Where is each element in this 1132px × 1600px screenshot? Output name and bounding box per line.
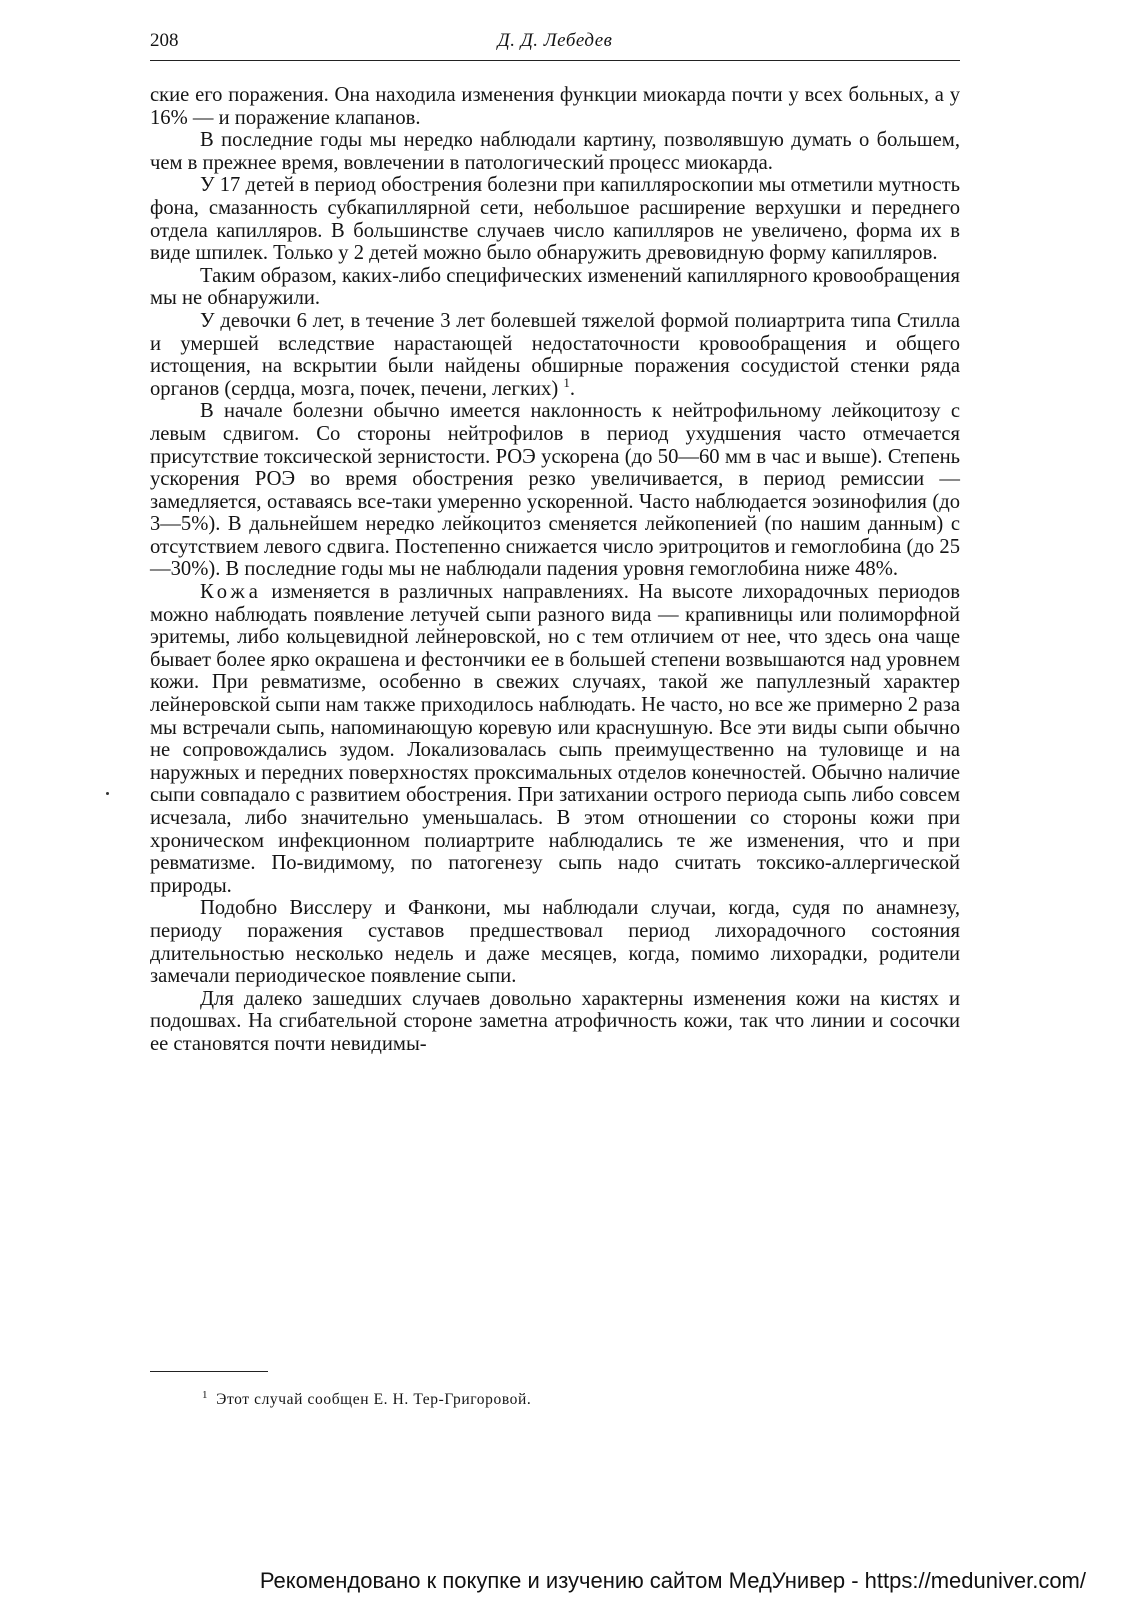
paragraph-5-text: У девочки 6 лет, в течение 3 лет болевшей тяжелой формой полиартрита типа Стилла и умершей вследствие нарастающей недостаточности кровообращения и общего истощения, на вскрытии были найдены обширные поражения сосудистой стенки ряда органов (сердца, мозга, почек, печени, легких): [150, 309, 960, 400]
watermark-text: Рекомендовано к покупке и изучению сайтом МедУнивер - https://meduniver.com/: [259, 1568, 1086, 1593]
paragraph-5: [150, 310, 960, 400]
paragraph-7-text: изменяется в различных направлениях. На высоте лихорадочных периодов можно наблюдать появление летучей сыпи разного вида — крапивницы или полиморфной эритемы, либо кольцевидной лейнеровской, но с тем отличием от нее, что здесь она чаще бывает более ярко окрашена и фестончики ее в большей степени возвышаются над уровнем кожи. При ревматизме, особенно в свежих случаях, такой же папуллезный характер лейнеровской сыпи нам также приходилось наблюдать. Не часто, но все же примерно 2 раза мы встречали сыпь, напоминающую коревую или краснушную. Все эти виды сыпи обычно не сопровождались зудом. Локализовалась сыпь преимущественно на туловище и на наружных и передних поверхностях проксимальных отделов конечностей. Обычно наличие сыпи совпадало с развитием обострения. При затихании острого периода сыпь либо совсем исчезала, либо значительно уменьшалась. В этом отношении со стороны кожи при хроническом инфекционном полиартрите наблюдались те же изменения, что и при ревматизме. По-видимому, по патогенезу сыпь надо считать токсико-аллергической природы.: [150, 581, 960, 897]
paragraph-8: Подобно Висслеру и Фанкони, мы наблюдали случаи, когда, судя по анамнезу, периоду поражения суставов предшествовал период лихорадочного состояния длительностью несколько недель и даже месяцев, когда, помимо лихорадки, родители замечали периодическое появление сыпи.: [150, 897, 960, 988]
scan-speck: [106, 792, 109, 795]
book-page: [150, 0, 960, 1600]
paragraph-6: В начале болезни обычно имеется наклонность к нейтрофильному лейкоцитозу с левым сдвигом. Со стороны нейтрофилов в период ухудшения часто отмечается присутствие токсической зернистости. РОЭ ускорена (до 50—60 мм в час и выше). Степень ускорения РОЭ во время обострения резко увеличивается, в период ремиссии — замедляется, оставаясь все-таки умеренно ускоренной. Часто наблюдается эозинофилия (до 3—5%). В дальнейшем нередко лейкоцитоз сменяется лейкопенией (по нашим данным) с отсутствием левого сдвига. Постепенно снижается число эритроцитов и гемоглобина (до 25—30%). В последние годы мы не наблюдали падения уровня гемоглобина ниже 48%.: [150, 400, 960, 581]
section-lead-word: Кожа: [200, 581, 262, 604]
paragraph-4: Таким образом, каких-либо специфических изменений капиллярного кровообращения мы не обнаружили.: [150, 264, 960, 310]
main-text: [150, 84, 960, 1056]
header-rule: [150, 60, 960, 61]
footnote-marker: 1: [202, 1388, 209, 1401]
footnote: [202, 1390, 531, 1410]
paragraph-7: [150, 581, 960, 897]
footnote-text: Этот случай сообщен Е. Н. Тер-Григоровой.: [216, 1391, 532, 1408]
footnote-rule: [150, 1371, 268, 1372]
page-number: 208: [150, 30, 179, 51]
paragraph-1: ские его поражения. Она находила изменения функции миокарда почти у всех больных, а у 16% — и поражение клапанов.: [150, 84, 960, 129]
running-head-author: Д. Д. Лебедев: [497, 30, 613, 51]
running-head: [150, 30, 960, 56]
paragraph-2: В последние годы мы нередко наблюдали картину, позволявшую думать о большем, чем в прежнее время, вовлечении в патологический процесс миокарда.: [150, 129, 960, 174]
paragraph-9: Для далеко зашедших случаев довольно характерны изменения кожи на кистях и подошвах. На сгибательной стороне заметна атрофичность кожи, так что линии и сосочки ее становятся почти невидимы-: [150, 987, 960, 1055]
footnote-reference[interactable]: 1: [563, 374, 570, 390]
paragraph-5-end: .: [569, 377, 575, 400]
paragraph-3: У 17 детей в период обострения болезни при капилляроскопии мы отметили мутность фона, смазанность субкапиллярной сети, небольшое расширение верхушки и переднего отдела капилляров. В большинстве случаев число капилляров не увеличено, форма их в виде шпилек. Только у 2 детей можно было обнаружить древовидную форму капилляров.: [150, 174, 960, 265]
